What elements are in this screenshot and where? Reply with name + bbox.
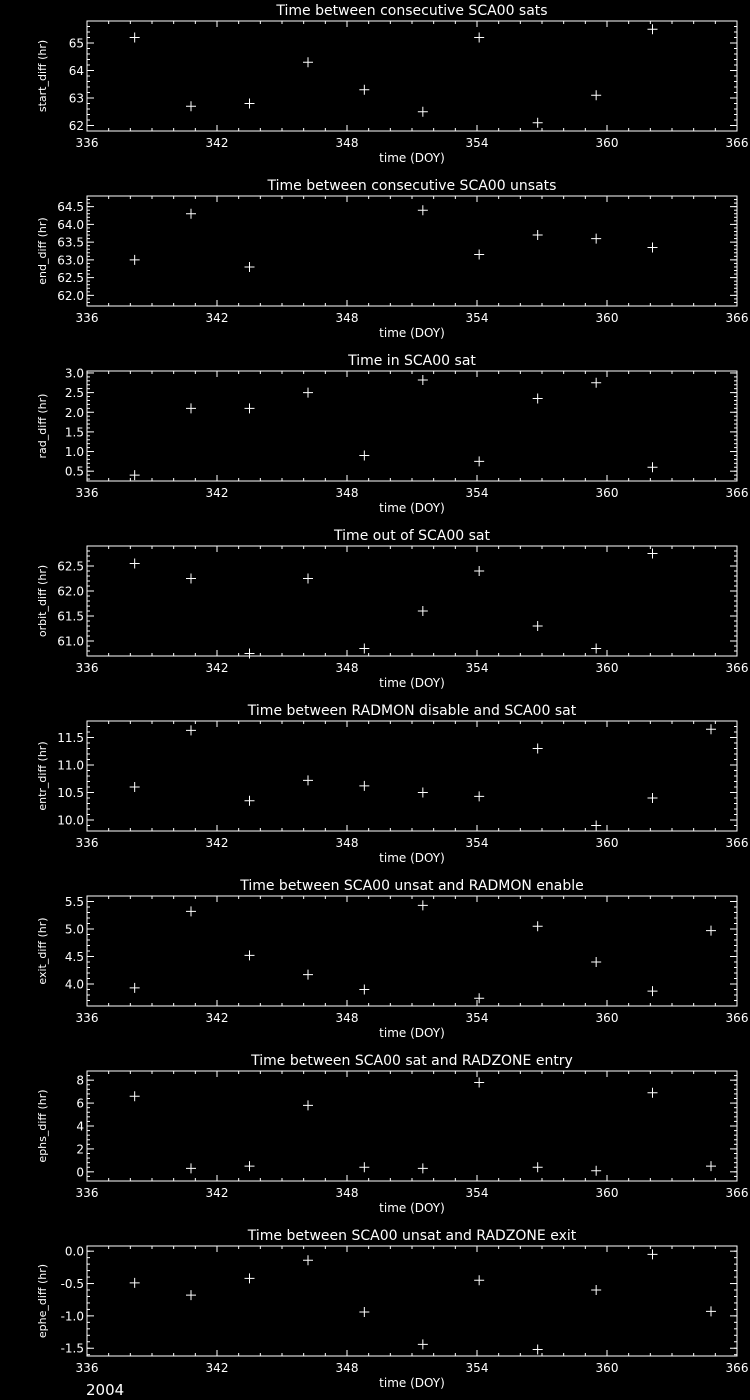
- data-point: [533, 118, 543, 128]
- data-point: [186, 1290, 196, 1300]
- plot-frame: [87, 1071, 737, 1181]
- plot-frame: [87, 1246, 737, 1356]
- data-point: [648, 1088, 658, 1098]
- y-axis-label: ephs_diff (hr): [36, 1089, 49, 1163]
- x-axis-label: time (DOY): [379, 676, 445, 690]
- x-tick-label: 354: [465, 311, 489, 325]
- data-point: [359, 985, 369, 995]
- x-tick-label: 348: [335, 136, 359, 150]
- x-tick-label: 360: [595, 311, 619, 325]
- data-point: [130, 782, 140, 792]
- plot-frame: [87, 196, 737, 306]
- y-tick-label: 11.5: [57, 731, 84, 745]
- data-point: [303, 970, 313, 980]
- y-tick-label: 63.5: [57, 235, 84, 250]
- y-tick-label: 63: [68, 91, 84, 106]
- chart-panel-4: [36, 528, 748, 690]
- data-point: [186, 209, 196, 219]
- data-point: [418, 900, 428, 910]
- x-tick-label: 348: [335, 1011, 359, 1025]
- data-point: [303, 388, 313, 398]
- y-tick-label: -1.0: [60, 1309, 84, 1324]
- x-tick-label: 342: [205, 1011, 229, 1025]
- y-tick-label: 0.0: [64, 1244, 84, 1259]
- data-point: [303, 1100, 313, 1110]
- data-point: [474, 993, 484, 1003]
- plot-frame: [87, 21, 737, 131]
- data-point: [418, 107, 428, 117]
- data-point: [245, 649, 255, 659]
- y-tick-label: 10.5: [57, 786, 84, 800]
- x-tick-label: 336: [75, 136, 99, 150]
- data-point: [359, 781, 369, 791]
- chart-panel-7: [36, 1053, 748, 1215]
- data-point: [474, 1077, 484, 1087]
- x-axis-label: time (DOY): [379, 326, 445, 340]
- data-point: [648, 462, 658, 472]
- x-tick-label: 366: [725, 311, 749, 325]
- x-tick-label: 336: [75, 661, 99, 675]
- data-point: [474, 33, 484, 43]
- data-point: [186, 101, 196, 111]
- x-tick-label: 342: [205, 1186, 229, 1200]
- chart-title: Time between consecutive SCA00 sats: [276, 3, 548, 19]
- x-tick-label: 354: [465, 136, 489, 150]
- x-tick-label: 348: [335, 1361, 359, 1375]
- data-point: [706, 926, 716, 936]
- x-tick-label: 354: [465, 661, 489, 675]
- data-point: [648, 986, 658, 996]
- x-tick-label: 348: [335, 486, 359, 500]
- data-point: [130, 33, 140, 43]
- x-tick-label: 354: [465, 836, 489, 850]
- data-point: [418, 205, 428, 215]
- data-point: [130, 559, 140, 569]
- data-point: [245, 1161, 255, 1171]
- x-tick-label: 360: [595, 486, 619, 500]
- chart-title: Time between RADMON disable and SCA00 sat: [247, 703, 577, 719]
- data-point: [186, 1163, 196, 1173]
- y-tick-label: 4: [76, 1119, 84, 1134]
- y-tick-label: 62.0: [57, 584, 84, 599]
- data-point: [303, 1255, 313, 1265]
- x-tick-label: 366: [725, 661, 749, 675]
- data-point: [359, 644, 369, 654]
- data-point: [648, 24, 658, 34]
- data-point: [474, 250, 484, 260]
- data-point: [648, 793, 658, 803]
- data-point: [418, 606, 428, 616]
- data-point: [591, 234, 601, 244]
- data-point: [418, 1339, 428, 1349]
- x-tick-label: 342: [205, 661, 229, 675]
- x-tick-label: 342: [205, 836, 229, 850]
- data-point: [648, 242, 658, 252]
- data-point: [418, 375, 428, 385]
- data-point: [474, 566, 484, 576]
- data-point: [418, 1163, 428, 1173]
- y-axis-label: exit_diff (hr): [36, 917, 49, 985]
- data-point: [359, 1307, 369, 1317]
- x-tick-label: 360: [595, 661, 619, 675]
- y-tick-label: 64.0: [57, 217, 84, 232]
- y-tick-label: 3.0: [64, 366, 84, 381]
- y-tick-label: 0.5: [64, 464, 84, 479]
- data-point: [130, 1091, 140, 1101]
- data-point: [591, 1285, 601, 1295]
- chart-title: Time between SCA00 sat and RADZONE entry: [251, 1053, 573, 1069]
- x-tick-label: 336: [75, 311, 99, 325]
- data-point: [591, 957, 601, 967]
- data-point: [533, 621, 543, 631]
- data-point: [533, 394, 543, 404]
- x-tick-label: 348: [335, 1186, 359, 1200]
- data-point: [303, 574, 313, 584]
- y-tick-label: 61.5: [57, 609, 84, 624]
- data-point: [591, 1166, 601, 1176]
- data-point: [359, 1162, 369, 1172]
- y-tick-label: 5.0: [64, 922, 84, 937]
- x-tick-label: 348: [335, 311, 359, 325]
- y-tick-label: 64: [68, 64, 84, 78]
- x-tick-label: 366: [725, 836, 749, 850]
- y-tick-label: 62: [68, 119, 84, 133]
- x-axis-label: time (DOY): [379, 1026, 445, 1040]
- data-point: [130, 255, 140, 265]
- y-tick-label: 61.0: [57, 634, 84, 649]
- x-axis-label: time (DOY): [379, 151, 445, 165]
- x-tick-label: 336: [75, 1011, 99, 1025]
- data-point: [359, 450, 369, 460]
- x-tick-label: 354: [465, 1186, 489, 1200]
- y-tick-label: 64.5: [57, 200, 84, 215]
- x-tick-label: 336: [75, 1361, 99, 1375]
- chart-title: Time in SCA00 sat: [348, 353, 476, 369]
- y-tick-label: 1.0: [64, 445, 84, 460]
- data-point: [418, 788, 428, 798]
- y-axis-label: start_diff (hr): [36, 39, 49, 113]
- x-tick-label: 354: [465, 1361, 489, 1375]
- plot-frame: [87, 546, 737, 656]
- data-point: [474, 456, 484, 466]
- x-tick-label: 366: [725, 486, 749, 500]
- y-tick-label: 2: [76, 1142, 84, 1157]
- data-point: [706, 724, 716, 734]
- chart-title: Time out of SCA00 sat: [334, 528, 490, 544]
- chart-panel-2: [36, 178, 748, 340]
- data-point: [648, 1249, 658, 1259]
- y-tick-label: 6: [76, 1096, 84, 1111]
- data-point: [186, 906, 196, 916]
- y-tick-label: 62.5: [57, 271, 84, 286]
- x-tick-label: 360: [595, 836, 619, 850]
- y-tick-label: 62.5: [57, 559, 84, 574]
- x-tick-label: 348: [335, 661, 359, 675]
- chart-title: Time between SCA00 unsat and RADMON enable: [240, 878, 584, 894]
- x-tick-label: 366: [725, 1186, 749, 1200]
- y-tick-label: 65: [68, 36, 84, 51]
- plot-frame: [87, 371, 737, 481]
- data-point: [130, 1278, 140, 1288]
- y-tick-label: 1.5: [64, 425, 84, 440]
- data-point: [533, 230, 543, 240]
- data-point: [474, 1275, 484, 1285]
- data-point: [533, 1345, 543, 1355]
- y-tick-label: 0: [76, 1165, 84, 1180]
- x-axis-label: time (DOY): [379, 1376, 445, 1390]
- data-point: [303, 57, 313, 67]
- plot-frame: [87, 896, 737, 1006]
- data-point: [591, 378, 601, 388]
- y-tick-label: -0.5: [60, 1277, 84, 1292]
- x-axis-label: time (DOY): [379, 1201, 445, 1215]
- y-tick-label: 4.5: [64, 950, 84, 964]
- y-tick-label: 10.0: [57, 813, 84, 828]
- x-tick-label: 354: [465, 486, 489, 500]
- x-tick-label: 342: [205, 486, 229, 500]
- y-tick-label: 2.0: [64, 405, 84, 420]
- chart-panel-8: [36, 1228, 748, 1390]
- data-point: [245, 796, 255, 806]
- x-tick-label: 366: [725, 1011, 749, 1025]
- y-tick-label: 11.0: [57, 758, 84, 773]
- chart-title: Time between consecutive SCA00 unsats: [267, 178, 557, 194]
- data-point: [130, 983, 140, 993]
- y-axis-label: ephe_diff (hr): [36, 1263, 49, 1339]
- data-point: [245, 262, 255, 272]
- data-point: [648, 549, 658, 559]
- y-tick-label: 62.0: [57, 288, 84, 303]
- x-tick-label: 360: [595, 136, 619, 150]
- plot-frame: [87, 721, 737, 831]
- x-tick-label: 366: [725, 1361, 749, 1375]
- data-point: [706, 1161, 716, 1171]
- y-axis-label: end_diff (hr): [36, 217, 49, 285]
- data-point: [186, 574, 196, 584]
- y-tick-label: 5.5: [64, 895, 84, 909]
- x-axis-label: time (DOY): [379, 851, 445, 865]
- data-point: [245, 403, 255, 413]
- x-tick-label: 348: [335, 836, 359, 850]
- x-tick-label: 342: [205, 1361, 229, 1375]
- x-tick-label: 342: [205, 311, 229, 325]
- x-tick-label: 360: [595, 1361, 619, 1375]
- data-point: [359, 85, 369, 95]
- x-tick-label: 366: [725, 136, 749, 150]
- x-tick-label: 360: [595, 1011, 619, 1025]
- x-axis-label: time (DOY): [379, 501, 445, 515]
- y-tick-label: -1.5: [60, 1341, 84, 1356]
- data-point: [474, 791, 484, 801]
- y-axis-label: orbit_diff (hr): [36, 564, 49, 638]
- x-tick-label: 336: [75, 836, 99, 850]
- y-tick-label: 4.0: [64, 977, 84, 992]
- data-point: [245, 99, 255, 109]
- year-label: 2004: [86, 1381, 125, 1399]
- data-point: [591, 821, 601, 831]
- x-tick-label: 336: [75, 1186, 99, 1200]
- data-point: [533, 1162, 543, 1172]
- y-tick-label: 8: [76, 1073, 84, 1088]
- chart-title: Time between SCA00 unsat and RADZONE exit: [247, 1228, 577, 1244]
- chart-panel-1: [36, 3, 748, 165]
- y-axis-label: rad_diff (hr): [36, 393, 49, 459]
- data-point: [245, 1273, 255, 1283]
- data-point: [130, 470, 140, 480]
- data-point: [245, 950, 255, 960]
- y-axis-label: entr_diff (hr): [36, 741, 49, 811]
- data-point: [186, 725, 196, 735]
- data-point: [303, 775, 313, 785]
- x-tick-label: 336: [75, 486, 99, 500]
- chart-panel-3: [36, 353, 748, 515]
- y-tick-label: 2.5: [64, 386, 84, 401]
- x-tick-label: 360: [595, 1186, 619, 1200]
- data-point: [533, 744, 543, 754]
- data-point: [706, 1306, 716, 1316]
- chart-panel-6: [36, 878, 748, 1040]
- data-point: [186, 403, 196, 413]
- x-tick-label: 342: [205, 136, 229, 150]
- x-tick-label: 354: [465, 1011, 489, 1025]
- data-point: [533, 921, 543, 931]
- data-point: [591, 90, 601, 100]
- y-tick-label: 63.0: [57, 253, 84, 268]
- data-point: [591, 644, 601, 654]
- chart-panel-5: [36, 703, 748, 865]
